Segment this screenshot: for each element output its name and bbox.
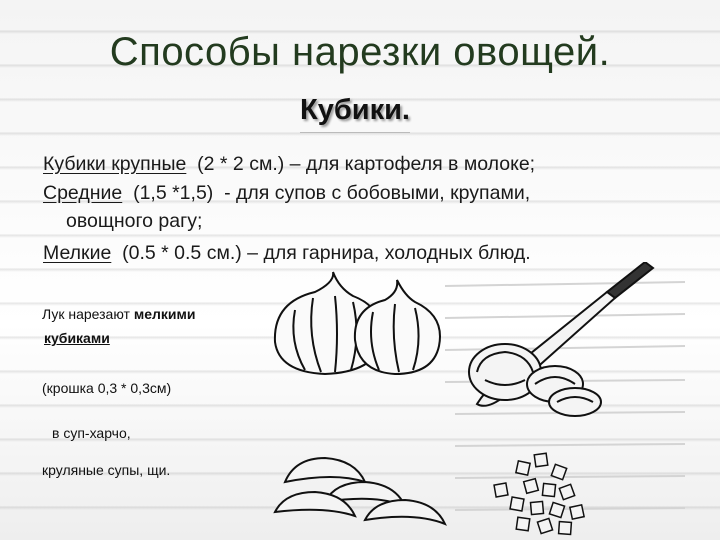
onion-slices-icon bbox=[275, 458, 445, 524]
note-soup2: круляные супы, щи. bbox=[42, 462, 171, 478]
note-onion-prefix: Лук нарезают bbox=[42, 306, 134, 322]
vegetable-cutting-illustration bbox=[255, 262, 695, 538]
note-onion-bold1: мелкими bbox=[133, 306, 196, 322]
note-onion-bold2: кубиками bbox=[44, 330, 110, 346]
desc-medium-cubes: (1,5 *1,5) - для супов с бобовыми, крупами, bbox=[122, 182, 531, 204]
desc-small-cubes: (0.5 * 0.5 см.) – для гарнира, холодных блюд. bbox=[111, 242, 531, 264]
text-line-medium-cubes bbox=[43, 182, 530, 205]
note-onion bbox=[42, 306, 195, 322]
note-onion-2 bbox=[44, 330, 110, 346]
text-line-medium-cont bbox=[66, 210, 202, 233]
term-small-cubes: Мелкие bbox=[43, 242, 112, 264]
onion-icon bbox=[275, 272, 440, 374]
term-large-cubes: Кубики крупные bbox=[43, 153, 187, 175]
desc-medium-cont: овощного рагу; bbox=[66, 210, 203, 232]
slide-title: Способы нарезки овощей. bbox=[109, 30, 611, 74]
note-crumb: (крошка 0,3 * 0,3см) bbox=[42, 380, 172, 396]
slide-subtitle: Кубики. bbox=[300, 94, 410, 126]
text-line-large-cubes bbox=[43, 153, 535, 176]
note-soup1: в суп-харчо, bbox=[52, 425, 131, 441]
term-medium-cubes: Средние bbox=[43, 182, 123, 204]
diced-cubes-icon bbox=[494, 453, 584, 534]
desc-large-cubes: (2 * 2 см.) – для картофеля в молоке; bbox=[186, 153, 536, 175]
